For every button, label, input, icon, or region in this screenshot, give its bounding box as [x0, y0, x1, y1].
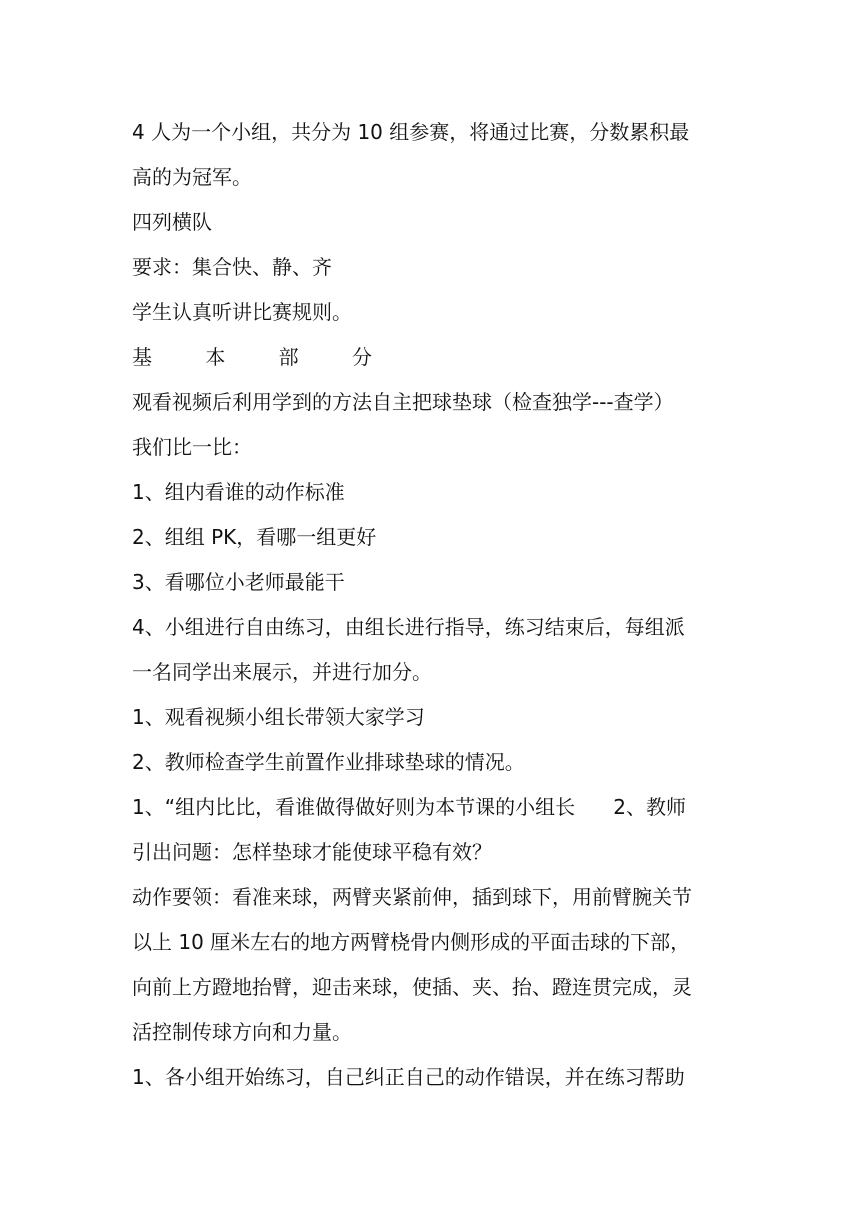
- list-item: 1、组内看谁的动作标准: [132, 480, 345, 504]
- text-line: 4 人为一个小组，共分为 10 组参赛，将通过比赛，分数累积最: [132, 120, 690, 144]
- section-heading-char: 分: [351, 345, 372, 369]
- list-item: 2、组组 PK，看哪一组更好: [132, 525, 377, 549]
- text-line: 活控制传球方向和力量。: [132, 1020, 352, 1044]
- text-line: 我们比一比：: [132, 435, 252, 459]
- text-line: 向前上方蹬地抬臂，迎击来球，使插、夹、抬、蹬连贯完成，灵: [132, 975, 692, 999]
- text-line: 要求：集合快、静、齐: [132, 255, 332, 279]
- text-line: 四列横队: [132, 210, 212, 234]
- list-item: 1、各小组开始练习，自己纠正自己的动作错误，并在练习帮助: [132, 1065, 685, 1089]
- document-body: [132, 110, 732, 1100]
- list-item: 4、小组进行自由练习，由组长进行指导，练习结束后，每组派: [132, 615, 685, 639]
- text-line: 动作要领：看准来球，两臂夹紧前伸，插到球下，用前臂腕关节: [132, 885, 692, 909]
- section-heading-char: 基: [132, 345, 152, 369]
- list-item: 3、看哪位小老师最能干: [132, 570, 345, 594]
- text-line: 学生认真听讲比赛规则。: [132, 300, 352, 324]
- list-item: 1、“组内比比，看谁做得做好则为本节课的小组长 2、教师: [132, 795, 686, 819]
- section-heading: [132, 335, 372, 380]
- list-item: 1、观看视频小组长带领大家学习: [132, 705, 425, 729]
- text-line: 高的为冠军。: [132, 165, 252, 189]
- section-heading-char: 本: [205, 345, 226, 369]
- list-item: 2、教师检查学生前置作业排球垫球的情况。: [132, 750, 525, 774]
- text-line: 引出问题：怎样垫球才能使球平稳有效？: [132, 840, 492, 864]
- text-line: 观看视频后利用学到的方法自主把球垫球（检查独学---查学）: [132, 390, 674, 414]
- section-heading-char: 部: [278, 345, 299, 369]
- text-line: 一名同学出来展示，并进行加分。: [132, 660, 432, 684]
- text-line: 以上 10 厘米左右的地方两臂桡骨内侧形成的平面击球的下部，: [132, 930, 691, 954]
